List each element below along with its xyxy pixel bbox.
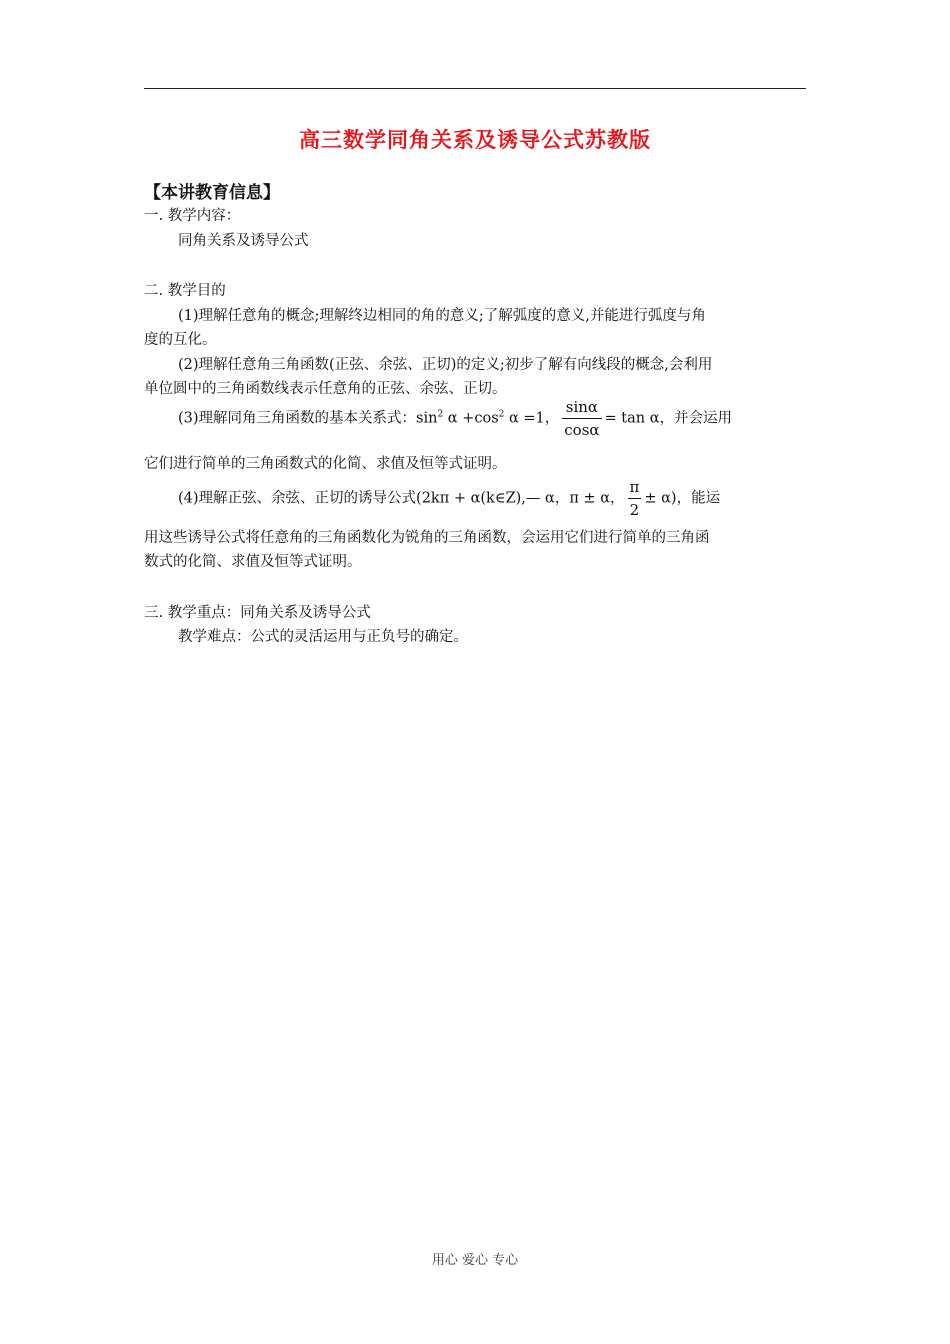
goal3-sup1: 2 (437, 409, 444, 420)
goal2-line1: (2)理解任意角三角函数(正弦、余弦、正切)的定义;初步了解有向线段的概念,会利用 (178, 357, 713, 373)
difficulty-point: 教学难点：公式的灵活运用与正负号的确定。 (178, 629, 468, 645)
two-denominator: 2 (629, 501, 640, 519)
goal-label: 二. 教学目的 (144, 283, 226, 299)
goal4-line2: 用这些诱导公式将任意角的三角函数化为锐角的三角函数，会运用它们进行简单的三角函 (144, 530, 710, 546)
content-text: 同角关系及诱导公式 (178, 233, 309, 249)
goal3-sup2: 2 (498, 409, 505, 420)
key-point: 三. 教学重点：同角关系及诱导公式 (144, 605, 371, 621)
goal1-line2: 度的互化。 (144, 332, 217, 348)
goal4-line1 (178, 478, 720, 519)
content-label: 一. 教学内容： (144, 208, 241, 224)
pi-numerator: π (628, 478, 642, 499)
goal4-line3: 数式的化简、求值及恒等式证明。 (144, 554, 362, 570)
sin-cos-fraction (562, 398, 601, 439)
goal3-after: = tan α，并会运用 (604, 410, 733, 427)
document-title: 高三数学同角关系及诱导公式苏教版 (299, 128, 651, 152)
goal3-eq: α =1， (504, 410, 560, 427)
page-footer: 用心 爱心 专心 (431, 1253, 519, 1268)
goal4-prefix: (4)理解正弦、余弦、正切的诱导公式(2kπ + α(k∈Z),— α，π ± α， (178, 490, 625, 507)
goal3-mid: α +cos (443, 410, 499, 427)
pi-over-two-fraction (628, 478, 642, 519)
goal4-after: ± α)，能运 (644, 490, 721, 507)
header-rule (144, 88, 806, 89)
goal3-line1 (178, 398, 732, 439)
goal1-line1: (1)理解任意角的概念;理解终边相同的角的意义;了解弧度的意义,并能进行弧度与角 (178, 308, 706, 324)
fraction-denominator: cosα (564, 421, 600, 439)
fraction-numerator: sinα (562, 398, 601, 419)
goal2-line2: 单位圆中的三角函数线表示任意角的正弦、余弦、正切。 (144, 381, 507, 397)
goal3-line2: 它们进行简单的三角函数式的化简、求值及恒等式证明。 (144, 456, 507, 472)
section-header: 【本讲教育信息】 (144, 183, 280, 203)
goal3-prefix: (3)理解同角三角函数的基本关系式：sin (178, 410, 438, 427)
